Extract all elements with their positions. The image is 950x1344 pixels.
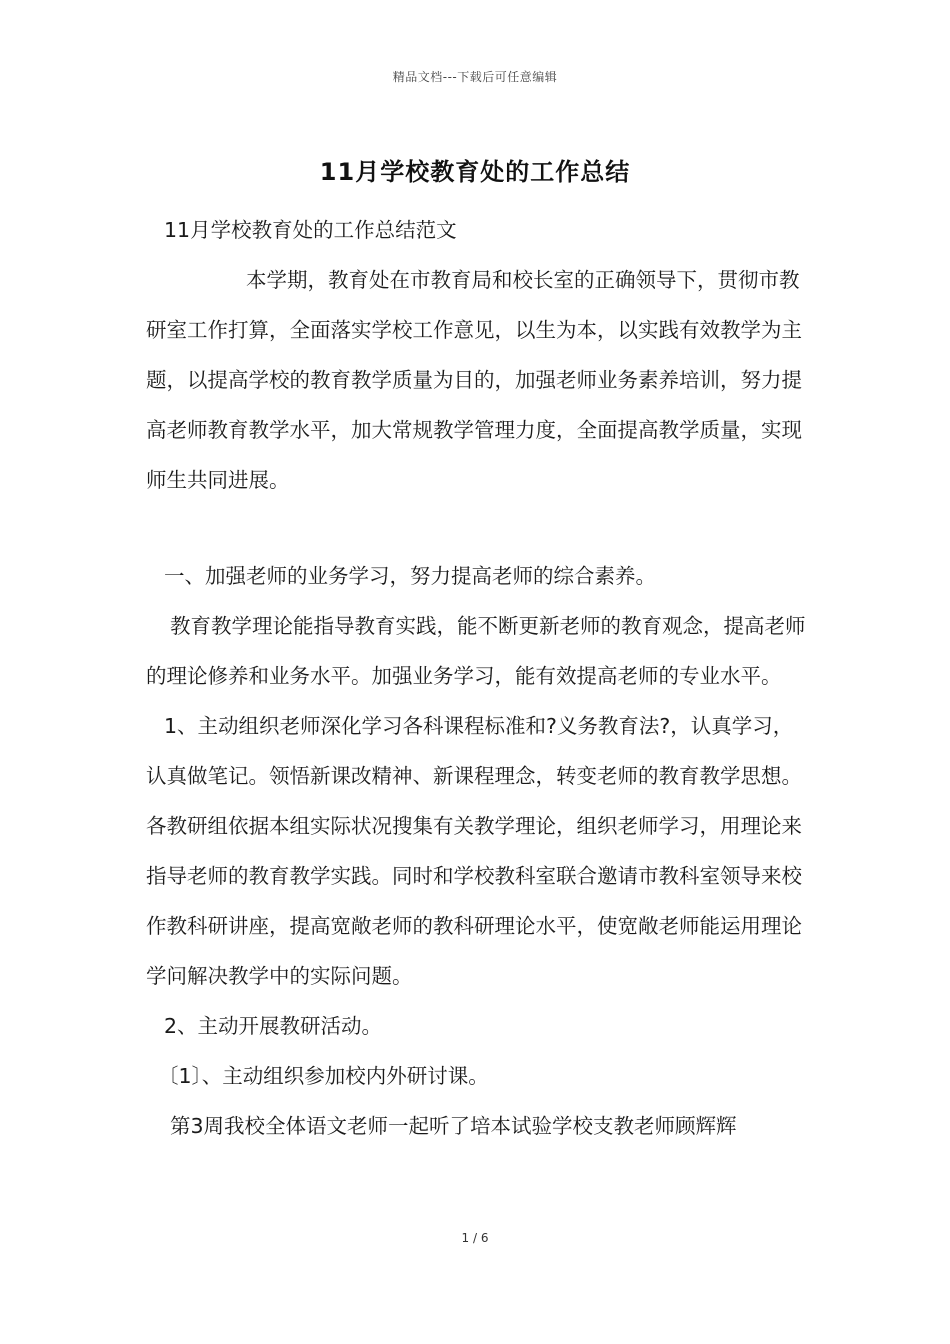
section-heading: 一、加强老师的业务学习，努力提高老师的综合素养。 — [164, 564, 656, 588]
list-item-1: 1、主动组织老师深化学习各科课程标准和?义务教育法?，认真学习，认真做笔记。领悟新课改精神、新课程理念，转变老师的教育教学思想。各教研组依据本组实际状况搜集有关教学理论，组织老师学习，用理论来指导老师的教育教学实践。同时和学校教科室联合邀请市教科室领导来校作教科研讲座，提高宽敞老师的教科研理论水平，使宽敞老师能运用理论学问解决教学中的实际问题。 — [146, 714, 802, 988]
intro-paragraph: 本学期，教育处在市教育局和校长室的正确领导下，贯彻市教研室工作打算，全面落实学校工作意见，以生为本，以实践有效教学为主题，以提高学校的教育教学质量为目的，加强老师业务素养培训，努力提高老师教育教学水平，加大常规教学管理力度，全面提高教学质量，实现师生共同进展。 — [146, 268, 802, 492]
page-number: 1 / 6 — [461, 1231, 489, 1245]
document-body — [146, 205, 808, 1151]
list-item-2: 2、主动开展教研活动。 — [164, 1014, 383, 1038]
sub-item-1: 〔1〕、主动组织参加校内外研讨课。 — [158, 1064, 489, 1088]
document-subtitle: 11月学校教育处的工作总结范文 — [164, 218, 457, 242]
section-paragraph: 教育教学理论能指导教育实践，能不断更新老师的教育观念，提高老师的理论修养和业务水平。加强业务学习，能有效提高老师的专业水平。 — [146, 614, 806, 688]
sub-item-1-body: 第3周我校全体语文老师一起听了培本试验学校支教老师顾辉辉 — [170, 1114, 737, 1138]
document-title: 11月学校教育处的工作总结 — [319, 158, 631, 186]
paragraph-spacer — [146, 505, 808, 551]
header-note: 精品文档---下载后可任意编辑 — [392, 70, 558, 84]
